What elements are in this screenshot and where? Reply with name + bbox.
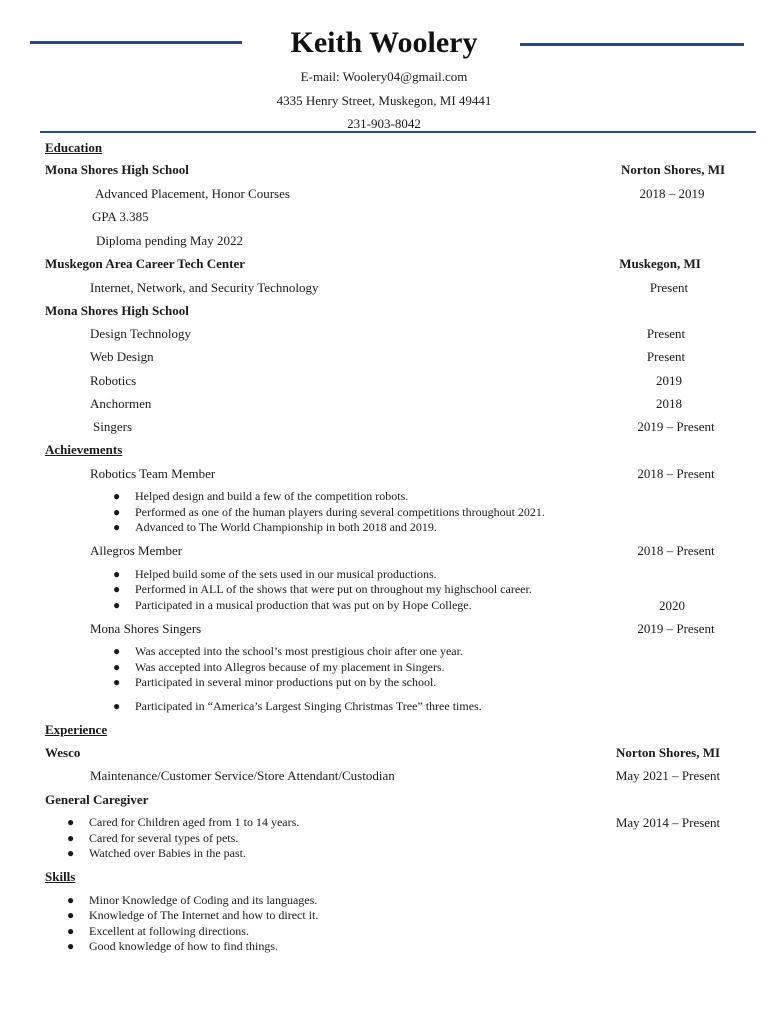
allegros-bullet-2: ● Performed in ALL of the shows that were put on throughout my highschool career. [113, 582, 532, 596]
skills-bullet-2: ● Knowledge of The Internet and how to direct it. [67, 908, 319, 922]
school2-item: Internet, Network, and Security Technology [90, 280, 319, 295]
header-divider [40, 131, 756, 133]
robotics-bullet-1: ● Helped design and build a few of the competition robots. [113, 489, 409, 503]
school3-item-4: Anchormen [90, 396, 152, 411]
experience-heading: Experience [45, 722, 108, 737]
school3-date-2: Present [646, 349, 686, 364]
allegros-bullet-3: ● Participated in a musical production that was put on by Hope College. [113, 598, 472, 612]
resume-name: Keith Woolery [290, 26, 478, 59]
school3-item-5: Singers [93, 419, 132, 434]
allegros-bullet-3-date: 2020 [659, 598, 685, 613]
skills-bullet-4: ● Good knowledge of how to find things. [67, 939, 278, 953]
school2-date: Present [649, 280, 689, 295]
school3-date-3: 2019 [656, 373, 682, 388]
robotics-bullet-2: ● Performed as one of the human players during several competitions throughout 2021. [113, 505, 545, 519]
school3-item-2: Web Design [90, 349, 154, 364]
school3-name: Mona Shores High School [45, 303, 189, 318]
robotics-title: Robotics Team Member [90, 466, 216, 481]
caregiver-bullet-1: ● Cared for Children aged from 1 to 14 years. [67, 815, 300, 829]
allegros-date: 2018 – Present [637, 543, 715, 558]
school1-item-3: Diploma pending May 2022 [96, 233, 243, 248]
school3-item-1: Design Technology [90, 326, 192, 341]
allegros-bullet-1: ● Helped build some of the sets used in our musical productions. [113, 567, 437, 581]
school1-item-1: Advanced Placement, Honor Courses [95, 186, 290, 201]
school2-location: Muskegon, MI [619, 256, 701, 271]
school1-name: Mona Shores High School [45, 162, 189, 177]
achievements-heading: Achievements [45, 442, 123, 457]
singers-bullet-4: ● Participated in “America’s Largest Singing Christmas Tree” three times. [113, 699, 482, 713]
school1-item-2: GPA 3.385 [92, 209, 149, 224]
caregiver-bullet-2: ● Cared for several types of pets. [67, 831, 239, 845]
school1-location: Norton Shores, MI [620, 162, 726, 177]
wesco-role: Maintenance/Customer Service/Store Attendant/Custodian [90, 768, 395, 783]
caregiver-date: May 2014 – Present [615, 815, 721, 830]
contact-email: E-mail: Woolery04@gmail.com [300, 69, 468, 84]
skills-bullet-1: ● Minor Knowledge of Coding and its languages. [67, 893, 318, 907]
school3-item-3: Robotics [90, 373, 137, 388]
wesco-name: Wesco [45, 745, 81, 760]
caregiver-name: General Caregiver [45, 792, 149, 807]
school3-date-5: 2019 – Present [637, 419, 715, 434]
school3-date-1: Present [646, 326, 686, 341]
singers-date: 2019 – Present [637, 621, 715, 636]
school3-date-4: 2018 [656, 396, 682, 411]
education-heading: Education [45, 140, 103, 155]
robotics-bullet-3: ● Advanced to The World Championship in both 2018 and 2019. [113, 520, 437, 534]
robotics-date: 2018 – Present [637, 466, 715, 481]
singers-bullet-2: ● Was accepted into Allegros because of my placement in Singers. [113, 660, 445, 674]
allegros-title: Allegros Member [90, 543, 183, 558]
singers-bullet-3: ● Participated in several minor productions put on by the school. [113, 675, 437, 689]
contact-phone: 231-903-8042 [347, 116, 421, 131]
wesco-date: May 2021 – Present [615, 768, 721, 783]
wesco-location: Norton Shores, MI [615, 745, 721, 760]
contact-address: 4335 Henry Street, Muskegon, MI 49441 [276, 93, 492, 108]
caregiver-bullet-3: ● Watched over Babies in the past. [67, 846, 246, 860]
singers-bullet-1: ● Was accepted into the school’s most prestigious choir after one year. [113, 644, 463, 658]
skills-bullet-3: ● Excellent at following directions. [67, 924, 249, 938]
singers-title: Mona Shores Singers [90, 621, 202, 636]
school2-name: Muskegon Area Career Tech Center [45, 256, 246, 271]
school1-date: 2018 – 2019 [639, 186, 705, 201]
skills-heading: Skills [45, 869, 76, 884]
